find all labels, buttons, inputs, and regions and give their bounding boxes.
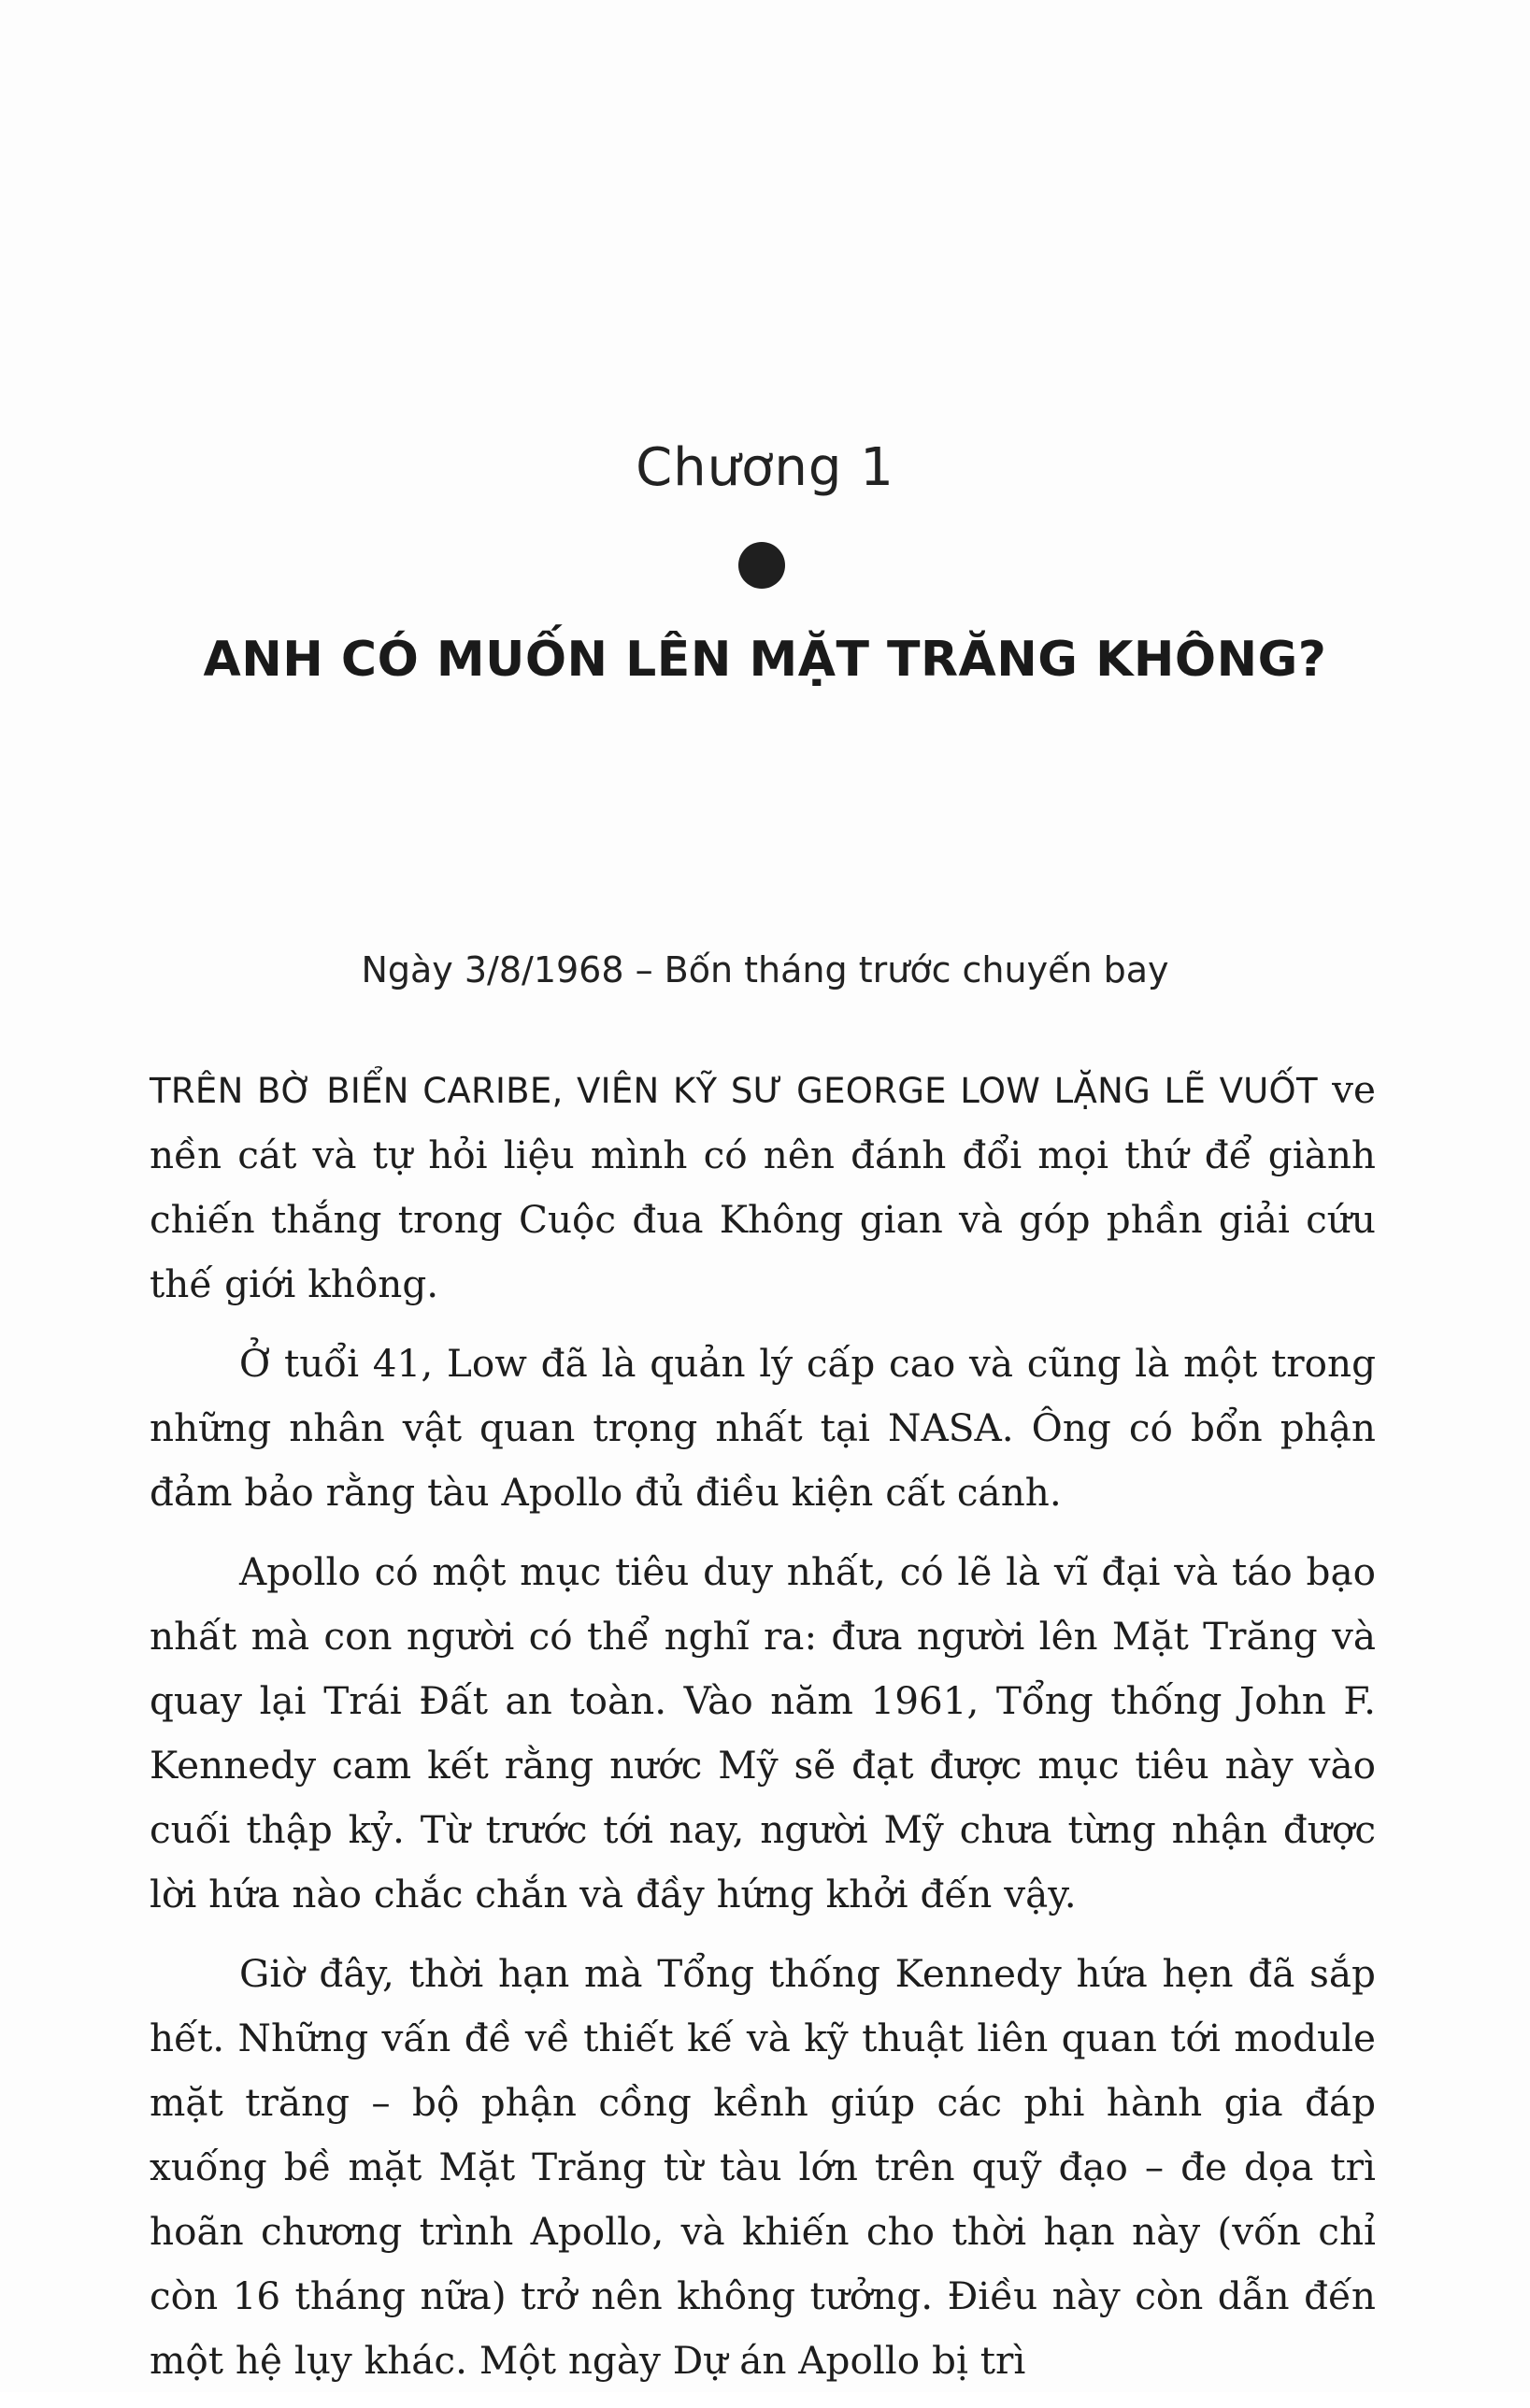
paragraph-4: Giờ đây, thời hạn mà Tổng thống Kennedy hứa hẹn đã sắp hết. Những vấn đề về thiết kế và kỹ thuật liên quan tới module mặt trăng – bộ phận cồng kềnh giúp các phi hành gia đáp xuống bề mặt Mặt Trăng từ tàu lớn trên quỹ đạo – đe dọa trì hoãn chương trình Apollo, và khiến cho thời hạn này (vốn chỉ còn 16 tháng nữa) trở nên không tưởng. Điều này còn dẫn đến một hệ lụy khác. Một ngày Dự án Apollo bị trì <box>150 1951 1376 2383</box>
paragraph-2: Ở tuổi 41, Low đã là quản lý cấp cao và cũng là một trong những nhân vật quan trọng nhất tại NASA. Ông có bổn phận đảm bảo rằng tàu Apollo đủ điều kiện cất cánh. <box>150 1341 1376 1515</box>
chapter-title: ANH CÓ MUỐN LÊN MẶT TRĂNG KHÔNG? <box>203 632 1327 688</box>
paragraph-1-text: ve nền cát và tự hỏi liệu mình có nên đánh đổi mọi thứ để giành chiến thắng trong Cuộc đua Không gian và góp phần giải cứu thế giới không. <box>150 1067 1376 1306</box>
lead-in-caps: TRÊN BỜ BIỂN CARIBE, VIÊN KỸ SƯ GEORGE LOW LẶNG LẼ VUỐT <box>150 1071 1318 1111</box>
paragraph-3: Apollo có một mục tiêu duy nhất, có lẽ là vĩ đại và táo bạo nhất mà con người có thể nghĩ ra: đưa người lên Mặt Trăng và quay lại Trái Đất an toàn. Vào năm 1961, Tổng thống John F. Kennedy cam kết rằng nước Mỹ sẽ đạt được mục tiêu này vào cuối thập kỷ. Từ trước tới nay, người Mỹ chưa từng nhận được lời hứa nào chắc chắn và đầy hứng khởi đến vậy. <box>150 1549 1376 1916</box>
paragraph-1 <box>150 1058 1376 1317</box>
chapter-number: Chương 1 <box>636 437 894 498</box>
body-text <box>150 1058 1376 2408</box>
chapter-ornament-dot <box>738 542 785 589</box>
section-date-line: Ngày 3/8/1968 – Bốn tháng trước chuyến bay <box>361 949 1169 990</box>
